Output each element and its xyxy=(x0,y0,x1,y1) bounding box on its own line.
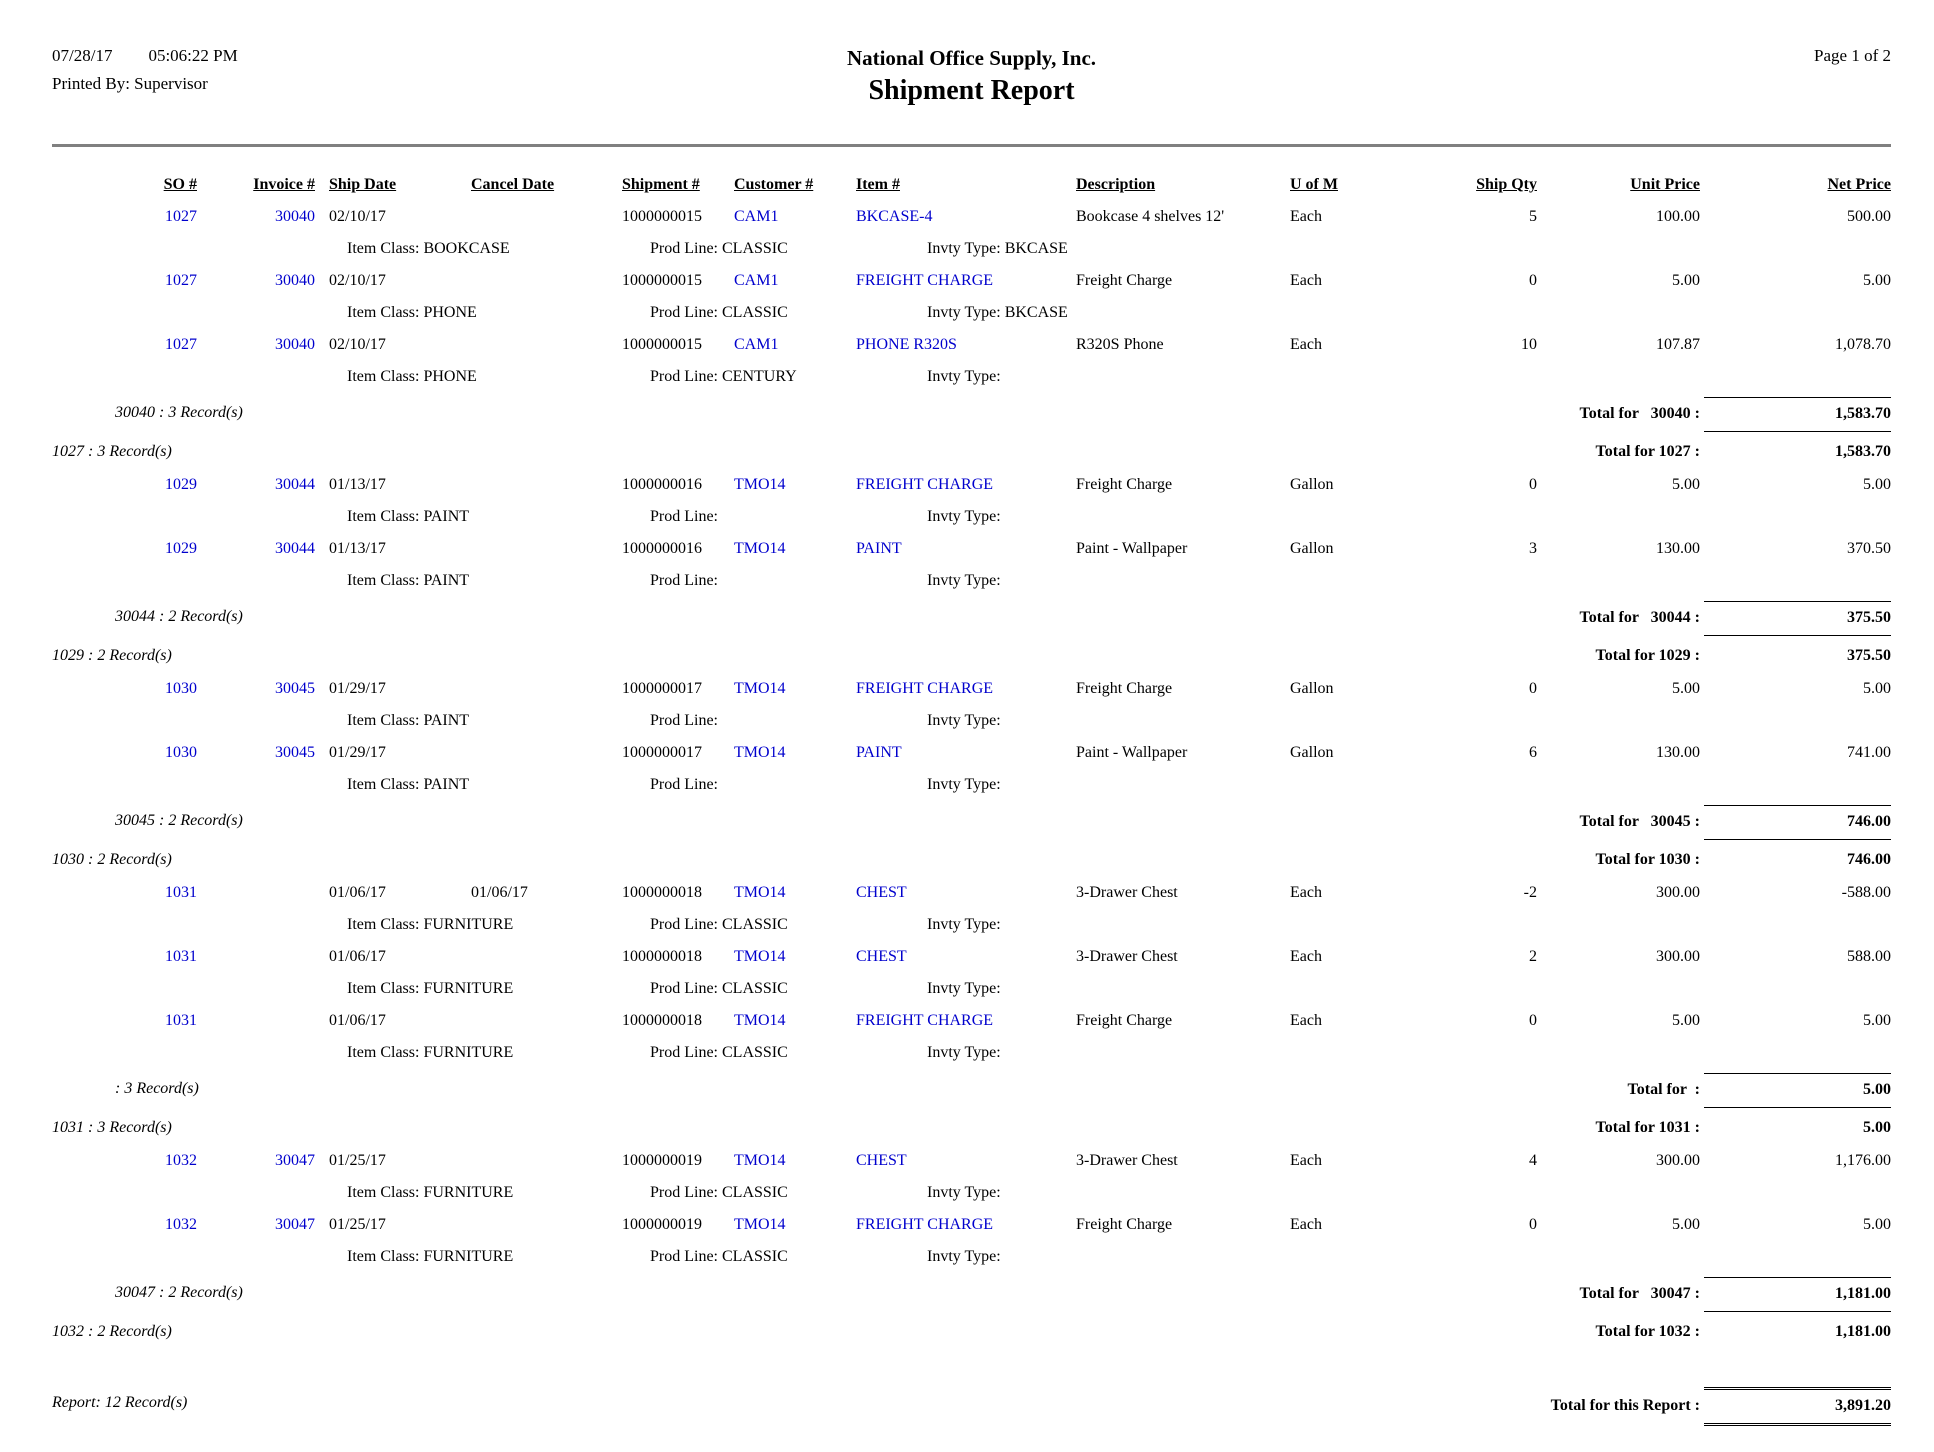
unit-of-measure: Each xyxy=(1290,1152,1322,1169)
item-link[interactable]: PHONE R320S xyxy=(856,336,957,353)
description: Freight Charge xyxy=(1076,1012,1173,1029)
so-link[interactable]: 1027 xyxy=(165,336,197,353)
print-time: 05:06:22 PM xyxy=(148,46,238,65)
item-class: Item Class: PAINT xyxy=(347,776,470,793)
ship-date: 01/29/17 xyxy=(329,680,386,697)
line-item-row xyxy=(52,673,1891,705)
net-price: 741.00 xyxy=(1847,744,1891,761)
item-class: Item Class: FURNITURE xyxy=(347,916,514,933)
column-header-uom: U of M xyxy=(1290,176,1338,193)
line-item-row xyxy=(52,329,1891,361)
ship-date: 01/06/17 xyxy=(329,884,386,901)
shipment-number: 1000000016 xyxy=(622,540,702,557)
so-total-label: Total for 1029 : xyxy=(1595,647,1700,664)
shipment-number: 1000000017 xyxy=(622,744,702,761)
cancel-date: 01/06/17 xyxy=(471,884,528,901)
invoice-link xyxy=(197,1005,315,1037)
so-total-record-count: 1032 : 2 Record(s) xyxy=(52,1323,172,1340)
invoice-total-row xyxy=(52,805,1891,840)
prod-line: Prod Line: CLASSIC xyxy=(650,1184,788,1201)
invoice-total-label: Total for 30045 : xyxy=(1579,813,1700,830)
item-detail-row xyxy=(52,297,1891,329)
shipment-number: 1000000015 xyxy=(622,272,702,289)
prod-line: Prod Line: CLASSIC xyxy=(650,916,788,933)
invoice-link[interactable]: 30040 xyxy=(275,336,315,353)
invoice-link[interactable]: 30045 xyxy=(275,680,315,697)
unit-price: 5.00 xyxy=(1672,1216,1700,1233)
ship-qty: 0 xyxy=(1529,1216,1537,1233)
customer-link[interactable]: TMO14 xyxy=(734,948,786,965)
invoice-link[interactable]: 30044 xyxy=(275,476,315,493)
invty-type: Invty Type: xyxy=(927,368,1001,385)
shipment-number: 1000000015 xyxy=(622,208,702,225)
so-total-amount: 375.50 xyxy=(1847,647,1891,664)
column-header-row xyxy=(52,169,1891,201)
so-total-record-count: 1027 : 3 Record(s) xyxy=(52,443,172,460)
item-link[interactable]: PAINT xyxy=(856,540,902,557)
ship-qty: 3 xyxy=(1529,540,1537,557)
cancel-date xyxy=(431,1209,576,1241)
net-price: -588.00 xyxy=(1841,884,1891,901)
item-link[interactable]: FREIGHT CHARGE xyxy=(856,272,994,289)
ship-date: 01/13/17 xyxy=(329,540,386,557)
item-class: Item Class: FURNITURE xyxy=(347,1184,514,1201)
so-link[interactable]: 1027 xyxy=(165,208,197,225)
report-header xyxy=(52,46,1891,138)
cancel-date xyxy=(431,329,576,361)
net-price: 5.00 xyxy=(1863,680,1891,697)
so-total-amount: 746.00 xyxy=(1847,851,1891,868)
customer-link[interactable]: CAM1 xyxy=(734,208,779,225)
description: 3-Drawer Chest xyxy=(1076,884,1178,901)
ship-date: 01/29/17 xyxy=(329,744,386,761)
so-total-amount: 1,583.70 xyxy=(1835,443,1891,460)
cancel-date xyxy=(431,469,576,501)
ship-qty: 2 xyxy=(1529,948,1537,965)
line-item-row xyxy=(52,1005,1891,1037)
cancel-date xyxy=(431,737,576,769)
item-detail-row xyxy=(52,565,1891,597)
description: 3-Drawer Chest xyxy=(1076,948,1178,965)
item-detail-row xyxy=(52,705,1891,737)
unit-of-measure: Gallon xyxy=(1290,680,1334,697)
item-class: Item Class: PHONE xyxy=(347,368,477,385)
prod-line: Prod Line: xyxy=(650,776,718,793)
unit-of-measure: Each xyxy=(1290,1012,1322,1029)
ship-qty: 0 xyxy=(1529,680,1537,697)
customer-link[interactable]: CAM1 xyxy=(734,272,779,289)
net-price: 370.50 xyxy=(1847,540,1891,557)
report-total-amount: 3,891.20 xyxy=(1704,1387,1891,1426)
column-header-shipment: Shipment # xyxy=(622,176,700,193)
cancel-date xyxy=(431,265,576,297)
cancel-date xyxy=(431,533,576,565)
description: Freight Charge xyxy=(1076,680,1173,697)
invoice-total-amount: 1,181.00 xyxy=(1704,1277,1891,1312)
line-item-row xyxy=(52,265,1891,297)
column-header-ship: Ship Date xyxy=(329,176,397,193)
item-link[interactable]: PAINT xyxy=(856,744,902,761)
so-link[interactable]: 1031 xyxy=(165,884,197,901)
item-detail-row xyxy=(52,501,1891,533)
so-total-record-count: 1030 : 2 Record(s) xyxy=(52,851,172,868)
header-divider xyxy=(52,144,1891,147)
item-class: Item Class: FURNITURE xyxy=(347,1248,514,1265)
line-item-row xyxy=(52,1145,1891,1177)
unit-of-measure: Each xyxy=(1290,884,1322,901)
invoice-total-row xyxy=(52,601,1891,636)
invty-type: Invty Type: xyxy=(927,712,1001,729)
unit-of-measure: Gallon xyxy=(1290,476,1334,493)
customer-link[interactable]: TMO14 xyxy=(734,1012,786,1029)
prod-line: Prod Line: xyxy=(650,572,718,589)
item-detail-row xyxy=(52,233,1891,265)
net-price: 588.00 xyxy=(1847,948,1891,965)
ship-qty: 6 xyxy=(1529,744,1537,761)
invty-type: Invty Type: xyxy=(927,916,1001,933)
customer-link[interactable]: TMO14 xyxy=(734,1152,786,1169)
item-detail-row xyxy=(52,361,1891,393)
so-total-row xyxy=(52,1316,1891,1349)
ship-date: 02/10/17 xyxy=(329,208,386,225)
unit-of-measure: Gallon xyxy=(1290,744,1334,761)
ship-date: 01/25/17 xyxy=(329,1216,386,1233)
invty-type: Invty Type: xyxy=(927,1184,1001,1201)
invoice-link[interactable]: 30040 xyxy=(275,272,315,289)
ship-date: 01/25/17 xyxy=(329,1152,386,1169)
unit-price: 300.00 xyxy=(1656,948,1700,965)
ship-qty: 0 xyxy=(1529,476,1537,493)
description: Bookcase 4 shelves 12' xyxy=(1076,208,1225,225)
line-item-row xyxy=(52,737,1891,769)
shipment-number: 1000000019 xyxy=(622,1152,702,1169)
invty-type: Invty Type: xyxy=(927,980,1001,997)
line-item-row xyxy=(52,533,1891,565)
company-name: National Office Supply, Inc. xyxy=(846,46,1097,70)
ship-qty: 0 xyxy=(1529,1012,1537,1029)
item-class: Item Class: BOOKCASE xyxy=(347,240,510,257)
item-link[interactable]: FREIGHT CHARGE xyxy=(856,1216,994,1233)
ship-date: 01/06/17 xyxy=(329,1012,386,1029)
column-header-net: Net Price xyxy=(1827,176,1891,193)
ship-date: 01/13/17 xyxy=(329,476,386,493)
invoice-total-record-count: 30044 : 2 Record(s) xyxy=(115,608,243,625)
customer-link[interactable]: TMO14 xyxy=(734,884,786,901)
invoice-total-record-count: : 3 Record(s) xyxy=(115,1080,199,1097)
item-detail-row xyxy=(52,769,1891,801)
cancel-date xyxy=(431,1145,576,1177)
description: 3-Drawer Chest xyxy=(1076,1152,1178,1169)
column-header-qty: Ship Qty xyxy=(1476,176,1537,193)
item-detail-row xyxy=(52,1241,1891,1273)
ship-qty: -2 xyxy=(1523,884,1537,901)
description: Paint - Wallpaper xyxy=(1076,744,1188,761)
net-price: 5.00 xyxy=(1863,1012,1891,1029)
column-header-so: SO # xyxy=(163,176,197,193)
print-date: 07/28/17 xyxy=(52,46,113,65)
so-link[interactable]: 1032 xyxy=(165,1216,197,1233)
cancel-date xyxy=(431,1005,576,1037)
invoice-total-row xyxy=(52,397,1891,432)
so-link[interactable]: 1032 xyxy=(165,1152,197,1169)
ship-date: 02/10/17 xyxy=(329,336,386,353)
invty-type: Invty Type: BKCASE xyxy=(927,240,1068,257)
item-class: Item Class: PHONE xyxy=(347,304,477,321)
net-price: 5.00 xyxy=(1863,272,1891,289)
invty-type: Invty Type: xyxy=(927,1044,1001,1061)
so-total-label: Total for 1030 : xyxy=(1595,851,1700,868)
report-total-record-count: Report: 12 Record(s) xyxy=(52,1394,188,1411)
so-total-label: Total for 1027 : xyxy=(1595,443,1700,460)
report-body xyxy=(52,201,1891,1426)
line-item-row xyxy=(52,877,1891,909)
shipment-number: 1000000017 xyxy=(622,680,702,697)
item-link[interactable]: CHEST xyxy=(856,948,907,965)
prod-line: Prod Line: xyxy=(650,712,718,729)
report-total-label: Total for this Report : xyxy=(1550,1397,1700,1414)
so-link[interactable]: 1029 xyxy=(165,540,197,557)
column-header-customer: Customer # xyxy=(734,176,814,193)
prod-line: Prod Line: CLASSIC xyxy=(650,240,788,257)
prod-line: Prod Line: xyxy=(650,508,718,525)
unit-price: 5.00 xyxy=(1672,680,1700,697)
customer-link[interactable]: TMO14 xyxy=(734,744,786,761)
invty-type: Invty Type: xyxy=(927,508,1001,525)
prod-line: Prod Line: CENTURY xyxy=(650,368,797,385)
cancel-date xyxy=(431,941,576,973)
so-link[interactable]: 1030 xyxy=(165,680,197,697)
item-link[interactable]: CHEST xyxy=(856,1152,907,1169)
invoice-link xyxy=(197,877,315,909)
item-detail-row xyxy=(52,1177,1891,1209)
cancel-date xyxy=(431,201,576,233)
invty-type: Invty Type: BKCASE xyxy=(927,304,1068,321)
so-total-label: Total for 1031 : xyxy=(1595,1119,1700,1136)
item-detail-row xyxy=(52,973,1891,1005)
so-total-label: Total for 1032 : xyxy=(1595,1323,1700,1340)
item-detail-row xyxy=(52,909,1891,941)
item-link[interactable]: FREIGHT CHARGE xyxy=(856,476,994,493)
so-link[interactable]: 1027 xyxy=(165,272,197,289)
description: Paint - Wallpaper xyxy=(1076,540,1188,557)
item-class: Item Class: PAINT xyxy=(347,508,470,525)
unit-price: 300.00 xyxy=(1656,884,1700,901)
invty-type: Invty Type: xyxy=(927,572,1001,589)
net-price: 500.00 xyxy=(1847,208,1891,225)
page-number: Page 1 of 2 xyxy=(1814,46,1891,65)
shipment-number: 1000000019 xyxy=(622,1216,702,1233)
item-class: Item Class: PAINT xyxy=(347,572,470,589)
line-item-row xyxy=(52,469,1891,501)
unit-of-measure: Each xyxy=(1290,272,1322,289)
net-price: 1,176.00 xyxy=(1835,1152,1891,1169)
so-link[interactable]: 1031 xyxy=(165,948,197,965)
invoice-total-label: Total for 30047 : xyxy=(1579,1285,1700,1302)
so-total-row xyxy=(52,640,1891,673)
unit-price: 300.00 xyxy=(1656,1152,1700,1169)
so-total-record-count: 1031 : 3 Record(s) xyxy=(52,1119,172,1136)
line-item-row xyxy=(52,941,1891,973)
invoice-total-label: Total for : xyxy=(1627,1081,1700,1098)
cancel-date xyxy=(431,673,576,705)
description: Freight Charge xyxy=(1076,1216,1173,1233)
item-link[interactable]: BKCASE-4 xyxy=(856,208,933,225)
column-header-item: Item # xyxy=(856,176,900,193)
report-total-row xyxy=(52,1387,1891,1426)
column-header-desc: Description xyxy=(1076,176,1156,193)
item-class: Item Class: FURNITURE xyxy=(347,980,514,997)
item-link[interactable]: FREIGHT CHARGE xyxy=(856,1012,994,1029)
so-total-row xyxy=(52,1112,1891,1145)
invoice-total-label: Total for 30040 : xyxy=(1579,405,1700,422)
invty-type: Invty Type: xyxy=(927,1248,1001,1265)
unit-price: 5.00 xyxy=(1672,476,1700,493)
so-total-amount: 5.00 xyxy=(1863,1119,1891,1136)
ship-qty: 4 xyxy=(1529,1152,1537,1169)
line-item-row xyxy=(52,1209,1891,1241)
invoice-link[interactable]: 30047 xyxy=(275,1216,315,1233)
description: Freight Charge xyxy=(1076,476,1173,493)
unit-of-measure: Each xyxy=(1290,336,1322,353)
invoice-total-record-count: 30040 : 3 Record(s) xyxy=(115,404,243,421)
so-total-record-count: 1029 : 2 Record(s) xyxy=(52,647,172,664)
customer-link[interactable]: CAM1 xyxy=(734,336,779,353)
so-link[interactable]: 1030 xyxy=(165,744,197,761)
unit-of-measure: Each xyxy=(1290,948,1322,965)
invoice-link xyxy=(197,941,315,973)
item-class: Item Class: FURNITURE xyxy=(347,1044,514,1061)
customer-link[interactable]: TMO14 xyxy=(734,1216,786,1233)
so-link[interactable]: 1029 xyxy=(165,476,197,493)
unit-price: 130.00 xyxy=(1656,540,1700,557)
unit-price: 107.87 xyxy=(1656,336,1700,353)
customer-link[interactable]: TMO14 xyxy=(734,680,786,697)
unit-price: 100.00 xyxy=(1656,208,1700,225)
shipment-number: 1000000016 xyxy=(622,476,702,493)
invoice-link[interactable]: 30040 xyxy=(275,208,315,225)
column-header-cancel: Cancel Date xyxy=(471,176,555,193)
report-title: Shipment Report xyxy=(868,75,1075,106)
ship-qty: 10 xyxy=(1521,336,1537,353)
invoice-link[interactable]: 30045 xyxy=(275,744,315,761)
invoice-total-amount: 1,583.70 xyxy=(1704,397,1891,432)
shipment-number: 1000000018 xyxy=(622,948,702,965)
column-header-invoice: Invoice # xyxy=(253,176,315,193)
net-price: 5.00 xyxy=(1863,476,1891,493)
shipment-number: 1000000018 xyxy=(622,1012,702,1029)
invoice-total-record-count: 30047 : 2 Record(s) xyxy=(115,1284,243,1301)
so-link[interactable]: 1031 xyxy=(165,1012,197,1029)
unit-price: 5.00 xyxy=(1672,272,1700,289)
customer-link[interactable]: TMO14 xyxy=(734,476,786,493)
prod-line: Prod Line: CLASSIC xyxy=(650,1044,788,1061)
invoice-total-row xyxy=(52,1073,1891,1108)
so-total-row xyxy=(52,436,1891,469)
invoice-total-amount: 5.00 xyxy=(1704,1073,1891,1108)
prod-line: Prod Line: CLASSIC xyxy=(650,1248,788,1265)
printed-by: Printed By: Supervisor xyxy=(52,74,208,93)
shipment-number: 1000000018 xyxy=(622,884,702,901)
unit-of-measure: Each xyxy=(1290,1216,1322,1233)
net-price: 5.00 xyxy=(1863,1216,1891,1233)
unit-of-measure: Each xyxy=(1290,208,1322,225)
customer-link[interactable]: TMO14 xyxy=(734,540,786,557)
item-detail-row xyxy=(52,1037,1891,1069)
column-header-unit: Unit Price xyxy=(1630,176,1700,193)
so-total-row xyxy=(52,844,1891,877)
unit-of-measure: Gallon xyxy=(1290,540,1334,557)
report-heading xyxy=(52,46,1891,107)
ship-date: 02/10/17 xyxy=(329,272,386,289)
net-price: 1,078.70 xyxy=(1835,336,1891,353)
prod-line: Prod Line: CLASSIC xyxy=(650,980,788,997)
shipment-number: 1000000015 xyxy=(622,336,702,353)
so-total-amount: 1,181.00 xyxy=(1835,1323,1891,1340)
invoice-total-amount: 746.00 xyxy=(1704,805,1891,840)
description: R320S Phone xyxy=(1076,336,1164,353)
prod-line: Prod Line: CLASSIC xyxy=(650,304,788,321)
unit-price: 5.00 xyxy=(1672,1012,1700,1029)
item-class: Item Class: PAINT xyxy=(347,712,470,729)
item-link[interactable]: FREIGHT CHARGE xyxy=(856,680,994,697)
unit-price: 130.00 xyxy=(1656,744,1700,761)
invoice-total-row xyxy=(52,1277,1891,1312)
invoice-total-record-count: 30045 : 2 Record(s) xyxy=(115,812,243,829)
description: Freight Charge xyxy=(1076,272,1173,289)
line-item-row xyxy=(52,201,1891,233)
invoice-total-amount: 375.50 xyxy=(1704,601,1891,636)
invoice-link[interactable]: 30044 xyxy=(275,540,315,557)
invoice-link[interactable]: 30047 xyxy=(275,1152,315,1169)
ship-qty: 0 xyxy=(1529,272,1537,289)
ship-qty: 5 xyxy=(1529,208,1537,225)
invty-type: Invty Type: xyxy=(927,776,1001,793)
item-link[interactable]: CHEST xyxy=(856,884,907,901)
invoice-total-label: Total for 30044 : xyxy=(1579,609,1700,626)
ship-date: 01/06/17 xyxy=(329,948,386,965)
